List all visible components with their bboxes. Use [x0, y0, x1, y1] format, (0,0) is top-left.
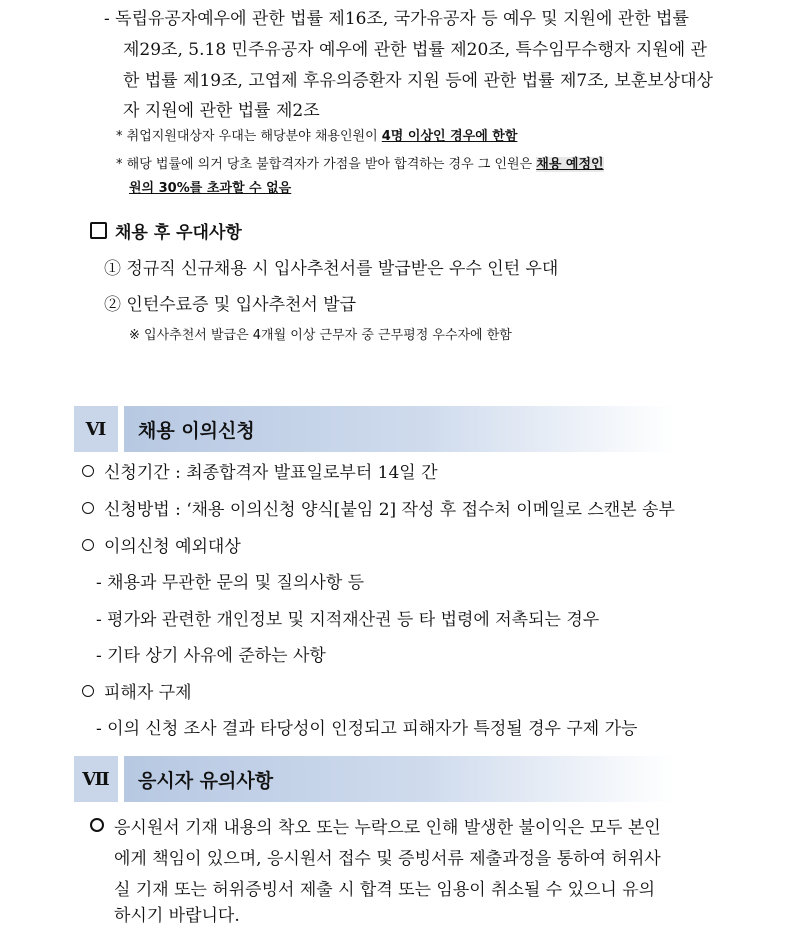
law-line-2: 제29조, 5.18 민주유공자 예우에 관한 법률 제20조, 특수임무수행자 지원에 관 — [123, 40, 707, 60]
note1-text: * 취업지원대상자 우대는 해당분야 채용인원이 — [116, 129, 382, 144]
exception-item-2: - 평가와 관련한 개인정보 및 지적재산권 등 타 법령에 저촉되는 경우 — [96, 610, 600, 630]
after-hire-note: ※ 입사추천서 발급은 4개월 이상 근무자 중 근무평정 우수자에 한함 — [129, 328, 512, 343]
law-line-4: 자 지원에 관한 법률 제2조 — [123, 101, 320, 121]
objection-exceptions-title — [82, 534, 241, 560]
after-hire-item-1: ① 정규직 신규채용 시 입사추천서를 발급받은 우수 인턴 우대 — [104, 259, 559, 279]
notice-line-1-text: 응시원서 기재 내용의 착오 또는 누락으로 인해 발생한 불이익은 모두 본인 — [114, 818, 661, 838]
law-line-1: - 독립유공자예우에 관한 법률 제16조, 국가유공자 등 예우 및 지원에 관한 법률 — [104, 9, 689, 29]
objection-exceptions-title-text: 이의신청 예외대상 — [104, 537, 241, 557]
section-7-title: 응시자 유의사항 — [124, 756, 674, 802]
circle-bullet-icon — [82, 685, 94, 697]
objection-method — [82, 497, 675, 523]
notice-line-4: 하시기 바랍니다. — [114, 906, 240, 926]
section-7-banner — [74, 756, 674, 802]
section-7-number: Ⅶ — [74, 756, 118, 802]
note-employment-support — [116, 127, 517, 147]
note-quota-cont — [129, 179, 291, 199]
objection-method-text: 신청방법 : ‘채용 이의신청 양식[붙임 2] 작성 후 접수처 이메일로 스캔본 송부 — [104, 500, 675, 520]
note2-emphasis-1: 채용 예정인 — [536, 157, 604, 172]
after-hire-heading-text: 채용 후 우대사항 — [115, 223, 242, 243]
note-quota — [116, 155, 604, 175]
checkbox-icon — [90, 222, 107, 239]
circle-bullet-icon — [90, 818, 104, 832]
objection-period — [82, 460, 438, 486]
exception-item-1: - 채용과 무관한 문의 및 질의사항 등 — [96, 573, 365, 593]
section-6-banner — [74, 406, 674, 452]
circle-bullet-icon — [82, 502, 94, 514]
note2-emphasis-2: 원의 30%를 초과할 수 없음 — [129, 181, 292, 196]
circle-bullet-icon — [82, 539, 94, 551]
relief-item: - 이의 신청 조사 결과 타당성이 인정되고 피해자가 특정될 경우 구제 가능 — [96, 719, 638, 739]
after-hire-heading — [90, 220, 242, 246]
section-6-title: 채용 이의신청 — [124, 406, 674, 452]
notice-line-2: 에게 책임이 있으며, 응시원서 접수 및 증빙서류 제출과정을 통하여 허위사 — [114, 849, 661, 869]
objection-period-text: 신청기간 : 최종합격자 발표일로부터 14일 간 — [104, 463, 438, 483]
note1-emphasis: 4명 이상인 경우에 한함 — [381, 129, 518, 144]
notice-line-1 — [90, 815, 661, 841]
law-line-3: 한 법률 제19조, 고엽제 후유의증환자 지원 등에 관한 법률 제7조, 보훈보상대상 — [123, 71, 713, 91]
exception-item-3: - 기타 상기 사유에 준하는 사항 — [96, 646, 326, 666]
section-6-number: Ⅵ — [74, 406, 118, 452]
note2-text: * 해당 법률에 의거 당초 불합격자가 가점을 받아 합격하는 경우 그 인원은 — [116, 157, 537, 172]
after-hire-item-2: ② 인턴수료증 및 입사추천서 발급 — [104, 295, 357, 315]
circle-bullet-icon — [82, 465, 94, 477]
relief-title-text: 피해자 구제 — [104, 683, 192, 703]
relief-title — [82, 680, 192, 706]
notice-line-3: 실 기재 또는 허위증빙서 제출 시 합격 또는 임용이 취소될 수 있으니 유의 — [114, 880, 656, 900]
